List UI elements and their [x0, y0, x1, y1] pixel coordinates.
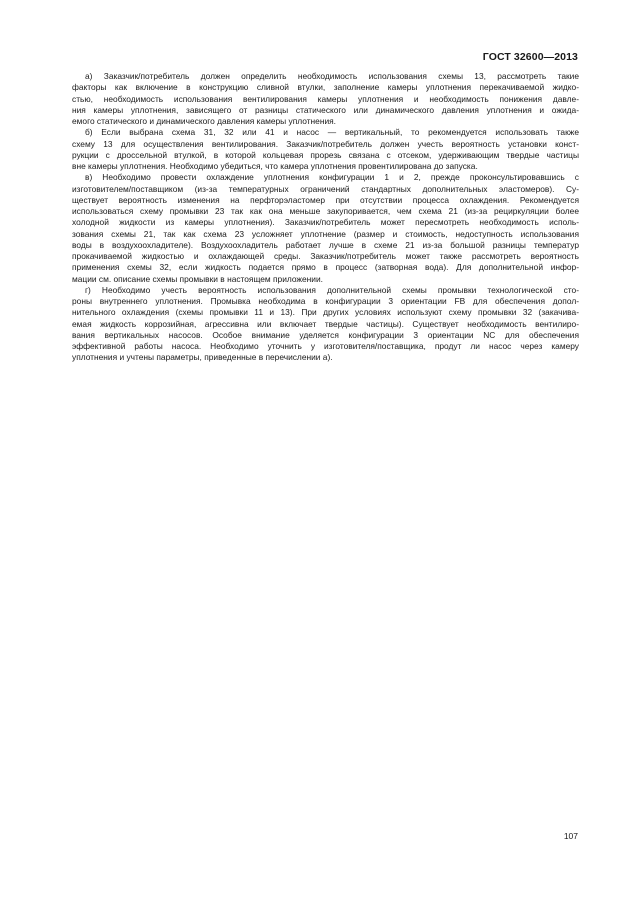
paragraph-g	[72, 285, 579, 364]
page-number: 107	[563, 831, 578, 841]
paragraph-v	[72, 172, 579, 285]
text-line: в) Необходимо провести охлаждение уплотнения конфигурации 1 и 2, прежде проконсультировавшись с	[85, 172, 579, 183]
paragraph-b	[72, 127, 579, 172]
text-line: ния камеры уплотнения, зависящего от разницы статического или динамического давления уплотнения и ожида-	[72, 104, 579, 115]
document-body	[72, 71, 579, 364]
text-line: а) Заказчик/потребитель должен определить необходимость использования схемы 13, рассмотреть такие	[85, 71, 579, 81]
text-line: г) Необходимо учесть вероятность использования дополнительной схемы промывки технологической сто-	[85, 284, 579, 295]
text-line: применения схемы 32, если жидкость подается прямо в процесс (затворная вода). Для дополнительной инфор-	[72, 262, 579, 273]
text-line: воды в воздухоохладителе). Воздухоохладитель работает лучше в схеме 21 из-за большой разницы температур	[72, 239, 579, 250]
text-line: эффективной работы насоса. Необходимо уточнить у изготовителя/поставщика, продут ли насос через камеру	[72, 341, 579, 351]
text-line: холодной жидкости из камеры уплотнения). Заказчик/потребитель может пересмотреть необходимость исполь-	[72, 217, 579, 228]
text-line: прокачиваемой жидкостью и охлаждающей среды. Заказчик/потребитель может также рассмотреть вероятность	[72, 251, 579, 261]
text-line: роны внутреннего уплотнения. Промывка необходима в конфигурации 3 ориентации FB для обеспечения допол-	[72, 296, 579, 306]
text-line: факторы как включение в конструкцию сливной втулки, заполнение камеры уплотнения перекачиваемой жидко-	[72, 82, 579, 93]
text-line: зования схемы 21, так как схема 23 усложняет уплотнение (размер и стоимость, недоступность использования	[72, 228, 579, 239]
text-line: изготовителем/поставщиком (из-за температурных ограничений стандартных дополнительных эластомеров). Су-	[72, 183, 579, 194]
text-line: рукции с дроссельной втулкой, в которой кольцевая прорезь связана с отсеком, удерживающим твердые частицы	[72, 149, 579, 160]
paragraph-a	[72, 71, 579, 127]
text-line: вания вертикальных насосов. Особое внимание уделяется конфигурации 3 ориентации NC для обеспечения	[72, 329, 579, 340]
text-line: стью, необходимость использования вентилирования камеры уплотнения и необходимость понижения давле-	[72, 93, 579, 104]
document-header: ГОСТ 32600—2013	[482, 51, 578, 63]
text-line: нительного охлаждения (схемы промывки 11 и 13). При других условиях используют схему промывки 32 (закачива-	[72, 307, 579, 318]
text-line: уплотнения и учтены параметры, приведенные в перечислении а).	[72, 352, 333, 363]
text-line: емая жидкость коррозийная, агрессивна или включает твердые частицы). Существует необходимость вентилиро-	[72, 318, 579, 329]
text-line: использоваться схему промывки 23 так как она меньше закупоривается, чем схема 21 (из-за рециркуляции более	[72, 206, 579, 216]
text-line: ществует вероятность изменения на перфторэластомер при отсутствии процесса охлаждения. Рекомендуется	[72, 194, 579, 205]
text-line: мации см. описание схемы промывки в настоящем приложении.	[72, 273, 323, 284]
text-line: схему 13 для осуществления вентилирования. Заказчик/потребитель должен учесть вероятность установки конст-	[72, 138, 579, 149]
text-line: вне камеры уплотнения. Необходимо убедиться, что камера уплотнения провентилирована до запуска.	[72, 161, 478, 171]
text-line: б) Если выбрана схема 31, 32 или 41 и насос — вертикальный, то рекомендуется использовать также	[85, 127, 579, 138]
text-line: емого статического и динамического давления камеры уплотнения.	[72, 116, 336, 126]
